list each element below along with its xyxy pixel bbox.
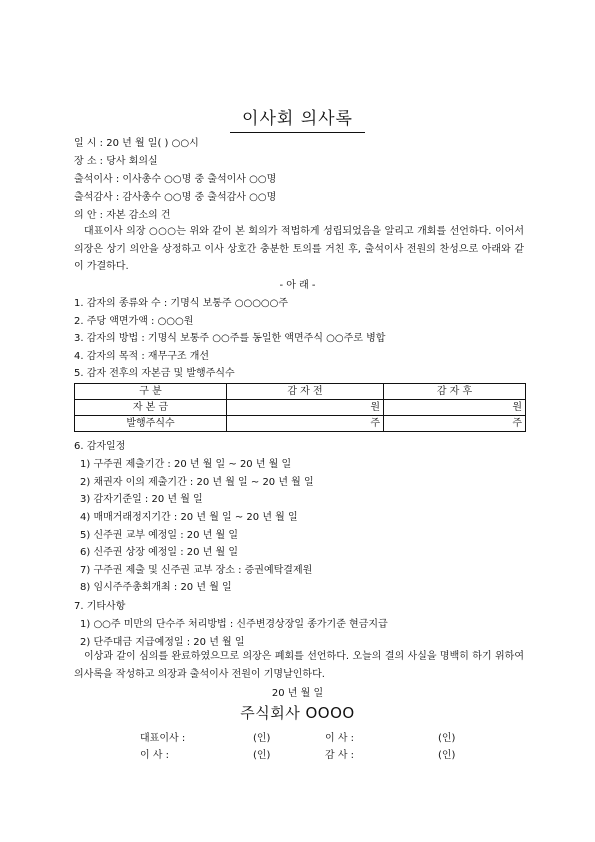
document-title: 이사회 의사록 xyxy=(230,104,365,133)
other-heading: 7. 기타사항 xyxy=(74,601,126,612)
item-4: 4. 감자의 목적 : 재무구조 개선 xyxy=(74,351,210,362)
below-label: - 아 래 - xyxy=(279,280,316,291)
agenda: 의 안 : 자본 감소의 건 xyxy=(74,210,171,221)
schedule-item-3: 3) 감자기준일 : 20 년 월 일 xyxy=(80,494,203,505)
meeting-date: 일 시 : 20 년 월 일( ) ○○시 xyxy=(74,138,199,149)
company-name: 주식회사 OOOO xyxy=(240,704,355,722)
table-header-row xyxy=(75,384,526,400)
schedule-item-1: 1) 구주권 제출기간 : 20 년 월 일 ~ 20 년 월 일 xyxy=(80,459,292,470)
item-5: 5. 감자 전후의 자본금 및 발행주식수 xyxy=(74,368,235,379)
title-wrap xyxy=(0,104,595,133)
director-seal-2: (인) xyxy=(253,750,271,761)
item-3: 3. 감자의 방법 : 기명식 보통주 ○○주를 동일한 액면주식 ○○주로 병합 xyxy=(74,333,386,344)
ceo-seal: (인) xyxy=(253,733,271,744)
director-label-2: 이 사 : xyxy=(140,750,170,761)
table-header-cell: 감 자 후 xyxy=(384,384,526,400)
table-row xyxy=(75,416,526,432)
item-2: 2. 주당 액면가액 : ○○○원 xyxy=(74,316,194,327)
table-cell-before: 원 xyxy=(227,400,384,416)
table-row xyxy=(75,400,526,416)
schedule-heading: 6. 감자일정 xyxy=(74,441,126,452)
table-cell-label: 발행주식수 xyxy=(75,416,227,432)
director-label: 이 사 : xyxy=(325,733,355,744)
attending-auditors: 출석감사 : 감사총수 ○○명 중 출석감사 ○○명 xyxy=(74,192,277,203)
schedule-item-6: 6) 신주권 상장 예정일 : 20 년 월 일 xyxy=(80,547,239,558)
auditor-seal: (인) xyxy=(438,750,456,761)
table-cell-before: 주 xyxy=(227,416,384,432)
table-header-cell: 구 분 xyxy=(75,384,227,400)
closing-paragraph xyxy=(74,648,524,683)
item-1: 1. 감자의 종류와 수 : 기명식 보통주 ○○○○○주 xyxy=(74,298,289,309)
closing-date: 20 년 월 일 xyxy=(271,688,324,699)
meeting-place: 장 소 : 당사 회의실 xyxy=(74,156,158,167)
table-cell-label: 자 본 금 xyxy=(75,400,227,416)
attending-directors: 출석이사 : 이사총수 ○○명 중 출석이사 ○○명 xyxy=(74,174,277,185)
director-seal: (인) xyxy=(438,733,456,744)
schedule-item-4: 4) 매매거래정지기간 : 20 년 월 일 ~ 20 년 월 일 xyxy=(80,512,298,523)
schedule-item-5: 5) 신주권 교부 예정일 : 20 년 월 일 xyxy=(80,530,239,541)
schedule-item-8: 8) 임시주주총회개최 : 20 년 월 일 xyxy=(80,582,232,593)
other-item-2: 2) 단주대금 지급예정일 : 20 년 월 일 xyxy=(80,637,245,648)
table-header-cell: 감 자 전 xyxy=(227,384,384,400)
intro-paragraph xyxy=(74,223,524,276)
other-item-1: 1) ○○주 미만의 단수주 처리방법 : 신주변경상장일 종가기준 현금지급 xyxy=(80,619,388,630)
closing-text: 이상과 같이 심의를 완료하였으므로 의장은 폐회를 선언하다. 오늘의 결의 사실을 명백히 하기 위하여 의사록을 작성하고 의장과 출석이사 전원이 기명날인하다. xyxy=(74,651,524,680)
ceo-label: 대표이사 : xyxy=(140,733,186,744)
capital-table xyxy=(74,383,526,432)
auditor-label: 감 사 : xyxy=(325,750,355,761)
schedule-item-7: 7) 구주권 제출 및 신주권 교부 장소 : 증권예탁결제원 xyxy=(80,565,313,576)
intro-text: 대표이사 의장 ○○○는 위와 같이 본 회의가 적법하게 성립되었음을 알리고 개회를 선언하다. 이어서 의장은 상기 의안을 상정하고 이사 상호간 충분한 토의를 거친 후, 출석이사 전원의 찬성으로 아래와 같이 가결하다. xyxy=(74,226,524,272)
schedule-item-2: 2) 채권자 이의 제출기간 : 20 년 월 일 ~ 20 년 월 일 xyxy=(80,477,314,488)
table-cell-after: 주 xyxy=(384,416,526,432)
table-cell-after: 원 xyxy=(384,400,526,416)
